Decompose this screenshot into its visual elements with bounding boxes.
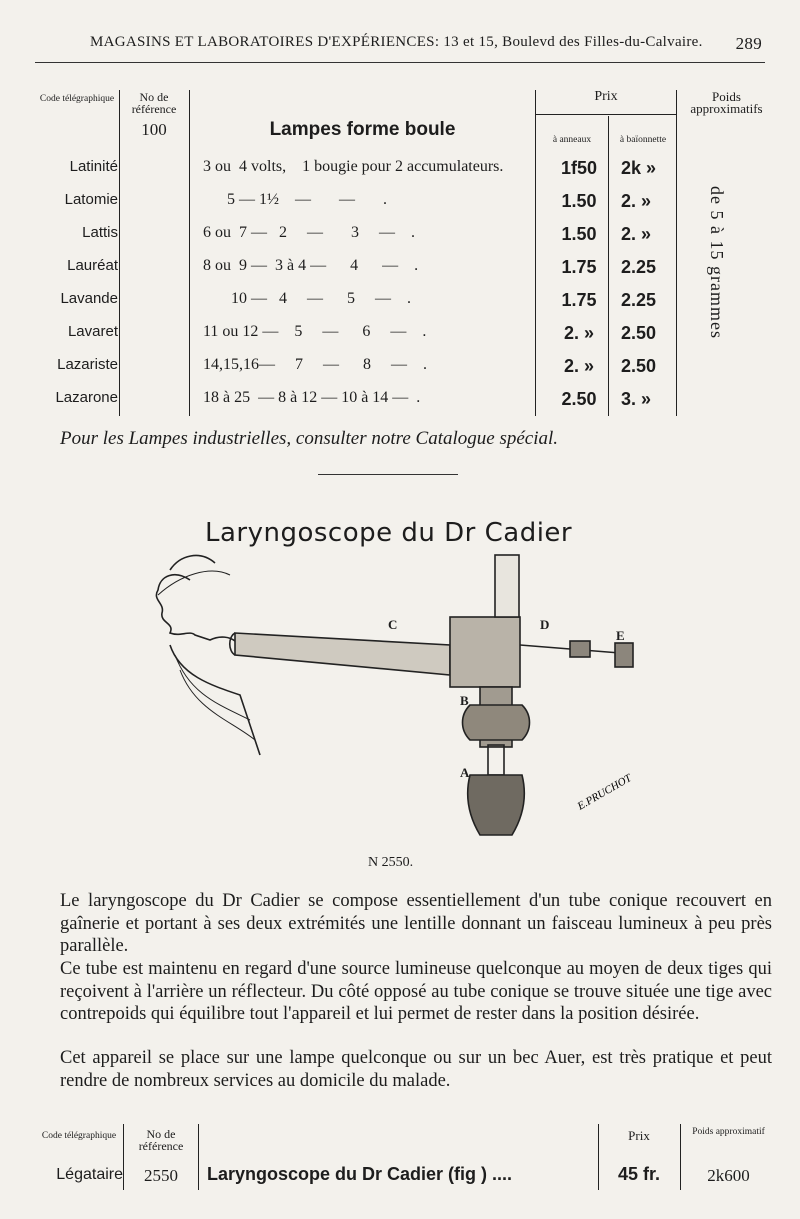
- row-price-baionnette: 2.50: [621, 356, 657, 376]
- engraver-signature: E.PRUCHOT: [575, 772, 634, 813]
- price-subhead-rule: [535, 114, 676, 115]
- row-spec: 10 — 4 — 5 — .: [203, 290, 411, 307]
- row-price-anneaux: 1f50: [560, 158, 598, 178]
- laryngoscope-illustration: [150, 545, 670, 855]
- col-ref-header: No de référence: [138, 1127, 184, 1153]
- article-title: Laryngoscope du Dr Cadier: [205, 518, 573, 548]
- header-title: MAGASINS ET LABORATOIRES D'EXPÉRIENCES: 13 et 15, Boulevd des Filles-du-Calvaire.: [90, 34, 703, 50]
- row-spec: 5 — 1½ — — .: [203, 191, 387, 208]
- row-code: Latomie: [64, 191, 118, 208]
- order-description: Laryngoscope du Dr Cadier (fig ) ....: [207, 1164, 513, 1184]
- col-weight-header: Poids approximatif: [692, 1127, 765, 1137]
- column-rule: [198, 1124, 199, 1190]
- lamp-table: [35, 88, 775, 418]
- row-price-anneaux: 1.75: [561, 257, 597, 277]
- row-price-anneaux: 1.50: [561, 191, 597, 211]
- row-price-baionnette: 2. »: [621, 224, 652, 244]
- row-price-baionnette: 2.25: [621, 290, 657, 310]
- row-price-anneaux: 2. »: [563, 356, 595, 376]
- weight-note: de 5 à 15 grammes: [707, 186, 727, 339]
- row-spec: 11 ou 12 — 5 — 6 — .: [203, 323, 427, 340]
- label-a: A: [460, 765, 470, 780]
- column-rule: [123, 1124, 124, 1190]
- industrial-lamps-note: Pour les Lampes industrielles, consulter notre Catalogue spécial.: [60, 428, 559, 449]
- row-code: Lattis: [82, 224, 118, 241]
- col-ref-header: No de référence: [131, 90, 177, 116]
- row-price-baionnette: 2.25: [621, 257, 657, 277]
- running-header: [55, 34, 770, 56]
- row-code: Lavaret: [67, 323, 118, 340]
- header-rule: [35, 62, 765, 63]
- paragraph-1: Le laryngoscope du Dr Cadier se compose essentiellement d'un tube conique recouvert en gaînerie et portant à ses deux extrémités une lentille donnant un faisceau lumineux à peu près parallèle.: [60, 891, 772, 956]
- row-price-anneaux: 2.50: [561, 389, 597, 409]
- paragraph-3: Cet appareil se place sur une lampe quelconque ou sur un bec Auer, est très pratique et peut rendre de nombreux services au domicile du malade.: [60, 1048, 772, 1091]
- separator-rule: [318, 474, 458, 475]
- label-c: C: [388, 617, 398, 632]
- row-spec: 14,15,16— 7 — 8 — .: [203, 356, 427, 373]
- order-price: 45 fr.: [617, 1164, 661, 1184]
- row-price-baionnette: 2k »: [621, 158, 657, 178]
- page-number: 289: [735, 34, 762, 53]
- row-code: Lavande: [60, 290, 118, 307]
- column-rule: [598, 1124, 599, 1190]
- row-price-anneaux: 2. »: [563, 323, 595, 343]
- col-price-header: Prix: [594, 89, 618, 104]
- col-weight-header: Poids approximatifs: [690, 89, 763, 116]
- row-price-baionnette: 2.50: [621, 323, 657, 343]
- label-e: E: [616, 628, 625, 643]
- col-price-a: à anneaux: [552, 135, 592, 145]
- col-code-header: Code télégraphique: [41, 1131, 117, 1141]
- order-code: Légataire: [56, 1166, 123, 1183]
- row-price-baionnette: 2. »: [621, 191, 652, 211]
- row-price-anneaux: 1.75: [561, 290, 597, 310]
- order-weight: 2k600: [707, 1166, 750, 1185]
- row-code: Lauréat: [67, 257, 118, 274]
- col-price-header: Prix: [628, 1128, 650, 1143]
- row-code: Latinité: [69, 158, 118, 175]
- paragraph-2: Ce tube est maintenu en regard d'une source lumineuse quelconque au moyen de deux tiges qui reçoivent à l'arrière un réflecteur. Du côté opposé au tube conique se trouve située une tige avec contrepoids qui équilibre tout l'appareil et lui permet de rester dans la position désirée.: [60, 959, 772, 1024]
- row-code: Lazariste: [57, 356, 118, 373]
- col-price-b: à baïonnette: [619, 135, 667, 145]
- row-spec: 18 à 25 — 8 à 12 — 10 à 14 — .: [203, 389, 421, 406]
- row-price-baionnette: 3. »: [621, 389, 652, 409]
- ref-number: 100: [141, 120, 167, 139]
- column-rule: [189, 90, 190, 416]
- order-table: [35, 1122, 775, 1192]
- row-spec: 3 ou 4 volts, 1 bougie pour 2 accumulateurs.: [203, 158, 504, 175]
- column-rule: [119, 90, 120, 416]
- figure-caption: N 2550.: [368, 855, 414, 870]
- row-spec: 8 ou 9 — 3 à 4 — 4 — .: [203, 257, 419, 274]
- section-title: Lampes forme boule: [269, 119, 456, 140]
- row-price-anneaux: 1.50: [561, 224, 597, 244]
- label-b: B: [460, 693, 469, 708]
- row-spec: 6 ou 7 — 2 — 3 — .: [203, 224, 415, 241]
- order-ref: 2550: [144, 1166, 178, 1185]
- row-code: Lazarone: [55, 389, 118, 406]
- label-d: D: [540, 617, 550, 632]
- col-code-header: Code télégraphique: [39, 94, 115, 104]
- column-rule: [680, 1124, 681, 1190]
